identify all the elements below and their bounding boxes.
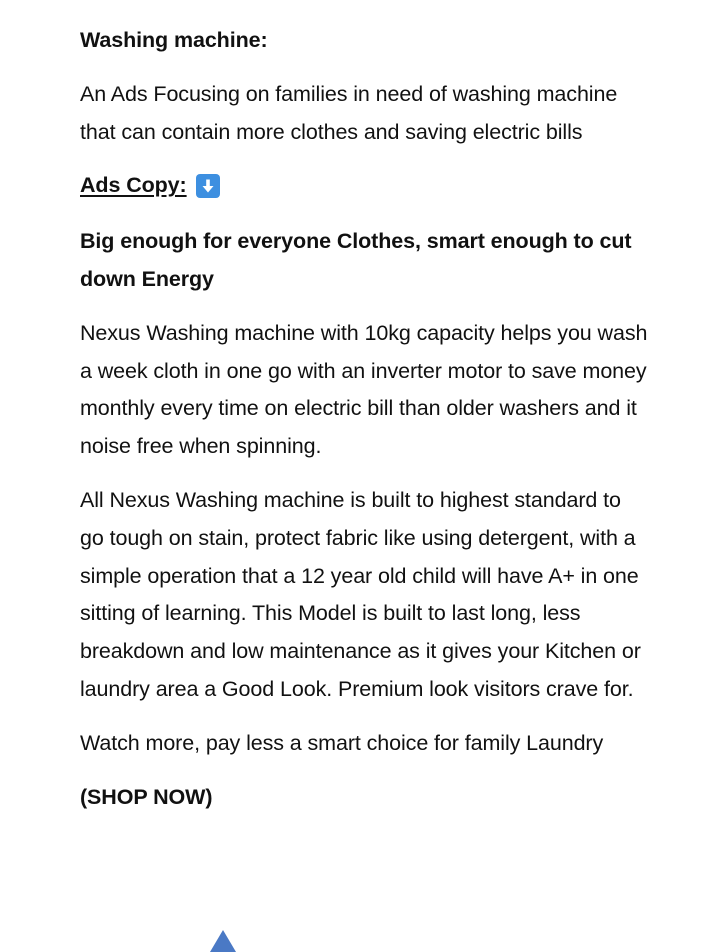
shop-now-cta: (SHOP NOW) bbox=[80, 784, 213, 809]
ad-paragraph-capacity: Nexus Washing machine with 10kg capacity helps you wash a week cloth in one go with an inverter motor to save money monthly every time on electric bill than older washers and it noise free when spinning. bbox=[80, 320, 648, 459]
ads-copy-line bbox=[80, 167, 650, 205]
down-arrow-icon bbox=[196, 174, 220, 198]
ad-headline: Big enough for everyone Clothes, smart enough to cut down Energy bbox=[80, 229, 632, 291]
ad-paragraph-quality: All Nexus Washing machine is built to highest standard to go tough on stain, protect fabric like using detergent, with a simple operation that a 12 year old child will have A+ in one sitting of learning. This Model is built to last long, less breakdown and low maintenance as it gives your Kitchen or laundry area a Good Look. Premium look visitors crave for. bbox=[80, 487, 641, 701]
document-body bbox=[80, 22, 650, 816]
ads-copy-label: Ads Copy: bbox=[80, 173, 187, 198]
triangle-marker bbox=[210, 930, 236, 952]
intro-paragraph: An Ads Focusing on families in need of washing machine that can contain more clothes and saving electric bills bbox=[80, 81, 618, 144]
document-heading: Washing machine: bbox=[80, 28, 268, 52]
ad-paragraph-closing: Watch more, pay less a smart choice for family Laundry bbox=[80, 730, 604, 755]
